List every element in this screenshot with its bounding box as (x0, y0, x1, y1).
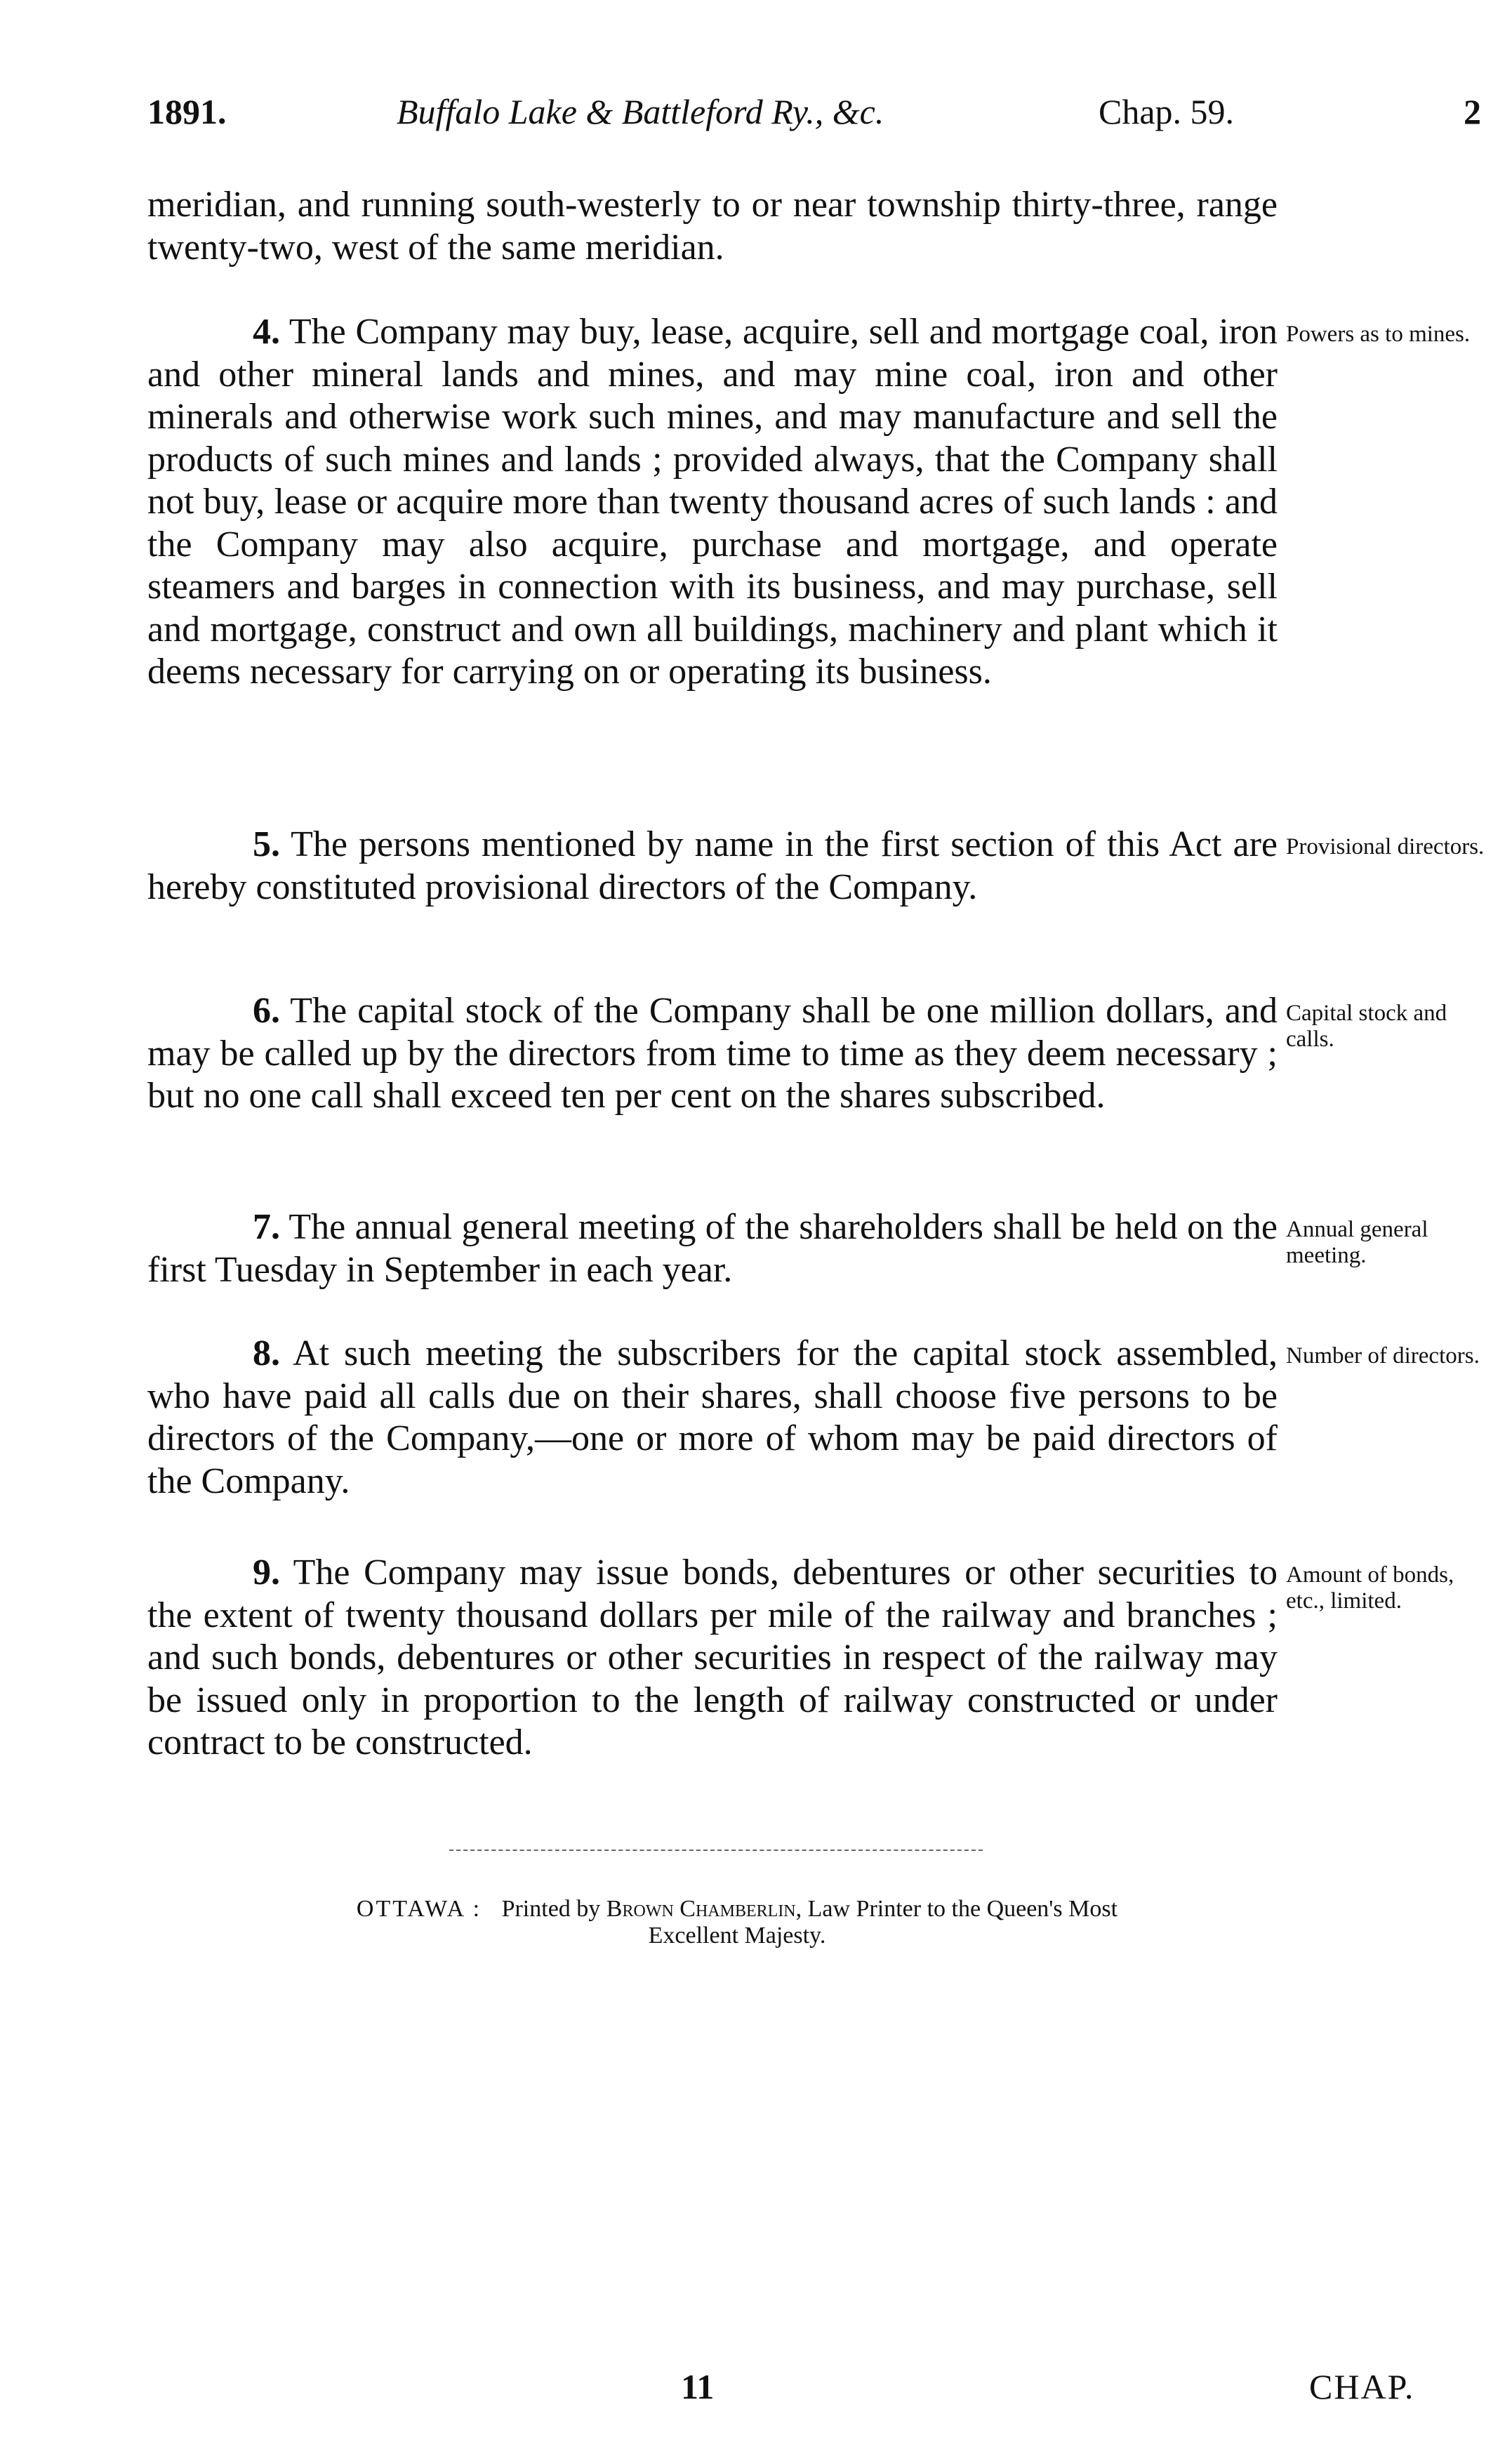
section-number: 9. (253, 1552, 280, 1593)
section-5 (147, 824, 1278, 909)
imprint-line-1 (183, 1896, 1292, 1923)
section-4-paragraph (147, 311, 1278, 694)
continuation-paragraph: meridian, and running south-westerly to or near township thirty-three, range twenty-two, west of the same meridian. (147, 185, 1278, 268)
section-text: At such meeting the subscribers for the capital stock assembled, who have paid all calls due on their shares, shall choose five persons to be directors of the Company,—one or more of whom may be paid directors of the Company. (147, 1333, 1278, 1501)
section-7 (147, 1206, 1278, 1291)
margin-note-powers-as-to-mines: Powers as to mines. (1286, 322, 1471, 347)
margin-note-amount-of-bonds: Amount of bonds, etc., limited. (1286, 1562, 1454, 1614)
section-text: The Company may buy, lease, acquire, sell and mortgage coal, iron and other mineral lands and mines, and may mine coal, iron and other minerals and otherwise work such mines, and may manufacture and sell the products of such mines and lands ; provided always, that the Company shall not buy, lease or acquire more than twenty thousand acres of such lands : and the Company may also acquire, purchase and mortgage, and operate steamers and barges in connection with its business, and may purchase, sell and mortgage, construct and own all buildings, machinery and plant which it deems necessary for carrying on or operating its business. (147, 312, 1278, 692)
margin-note-annual-meeting: Annual general meeting. (1286, 1217, 1428, 1268)
margin-note-number-of-directors: Number of directors. (1286, 1343, 1480, 1369)
section-number: 6. (253, 991, 280, 1031)
section-number: 7. (253, 1207, 280, 1247)
section-8-paragraph (147, 1333, 1278, 1503)
section-text: The annual general meeting of the shareholders shall be held on the first Tuesday in September in each year. (147, 1207, 1278, 1290)
section-text: The persons mentioned by name in the first section of this Act are hereby constituted provisional directors of the Company. (147, 824, 1278, 907)
imprint-printer-name: Brown Chamberlin, (606, 1896, 802, 1922)
margin-note-capital-stock: Capital stock and calls. (1286, 1001, 1447, 1052)
running-header (147, 91, 1481, 133)
imprint-line-2: Excellent Majesty. (648, 1923, 826, 1949)
imprint-printed-by: Printed by (501, 1896, 601, 1922)
section-6-paragraph (147, 990, 1278, 1118)
divider-rule (449, 1850, 983, 1851)
section-text: The Company may issue bonds, debentures or other securities to the extent of twenty thousand dollars per mile of the railway and branches ; and such bonds, debentures or other securities in respect of the railway may be issued only in proportion to the length of railway constructed or under contract to be constructed. (147, 1552, 1278, 1762)
section-9-paragraph (147, 1552, 1278, 1765)
section-number: 8. (253, 1333, 280, 1373)
header-year: 1891. (147, 92, 227, 131)
section-8 (147, 1333, 1278, 1503)
margin-note-provisional-directors: Provisional directors. (1286, 834, 1485, 859)
section-number: 4. (253, 312, 280, 352)
section-9 (147, 1552, 1278, 1765)
catchword: CHAP. (1309, 2367, 1415, 2406)
section-5-paragraph (147, 824, 1278, 909)
section-6 (147, 990, 1278, 1118)
section-4 (147, 311, 1278, 694)
section-7-paragraph (147, 1206, 1278, 1291)
section-text: The capital stock of the Company shall be one million dollars, and may be called up by the directors from time to time as they deem necessary ; but no one call shall exceed ten per cent on the shares subscribed. (147, 991, 1278, 1116)
imprint-line1-rest: Law Printer to the Queen's Most (807, 1896, 1118, 1922)
header-act-title: Buffalo Lake & Battleford Ry., &c. (397, 92, 884, 131)
page-footer (147, 2366, 1481, 2408)
printer-imprint (183, 1896, 1292, 1949)
imprint-place: OTTAWA : (356, 1896, 482, 1922)
header-page-number: 2 (1464, 92, 1481, 131)
signature-number: 11 (681, 2367, 715, 2406)
section-number: 5. (253, 824, 280, 864)
header-chapter: Chap. 59. (1099, 92, 1235, 131)
